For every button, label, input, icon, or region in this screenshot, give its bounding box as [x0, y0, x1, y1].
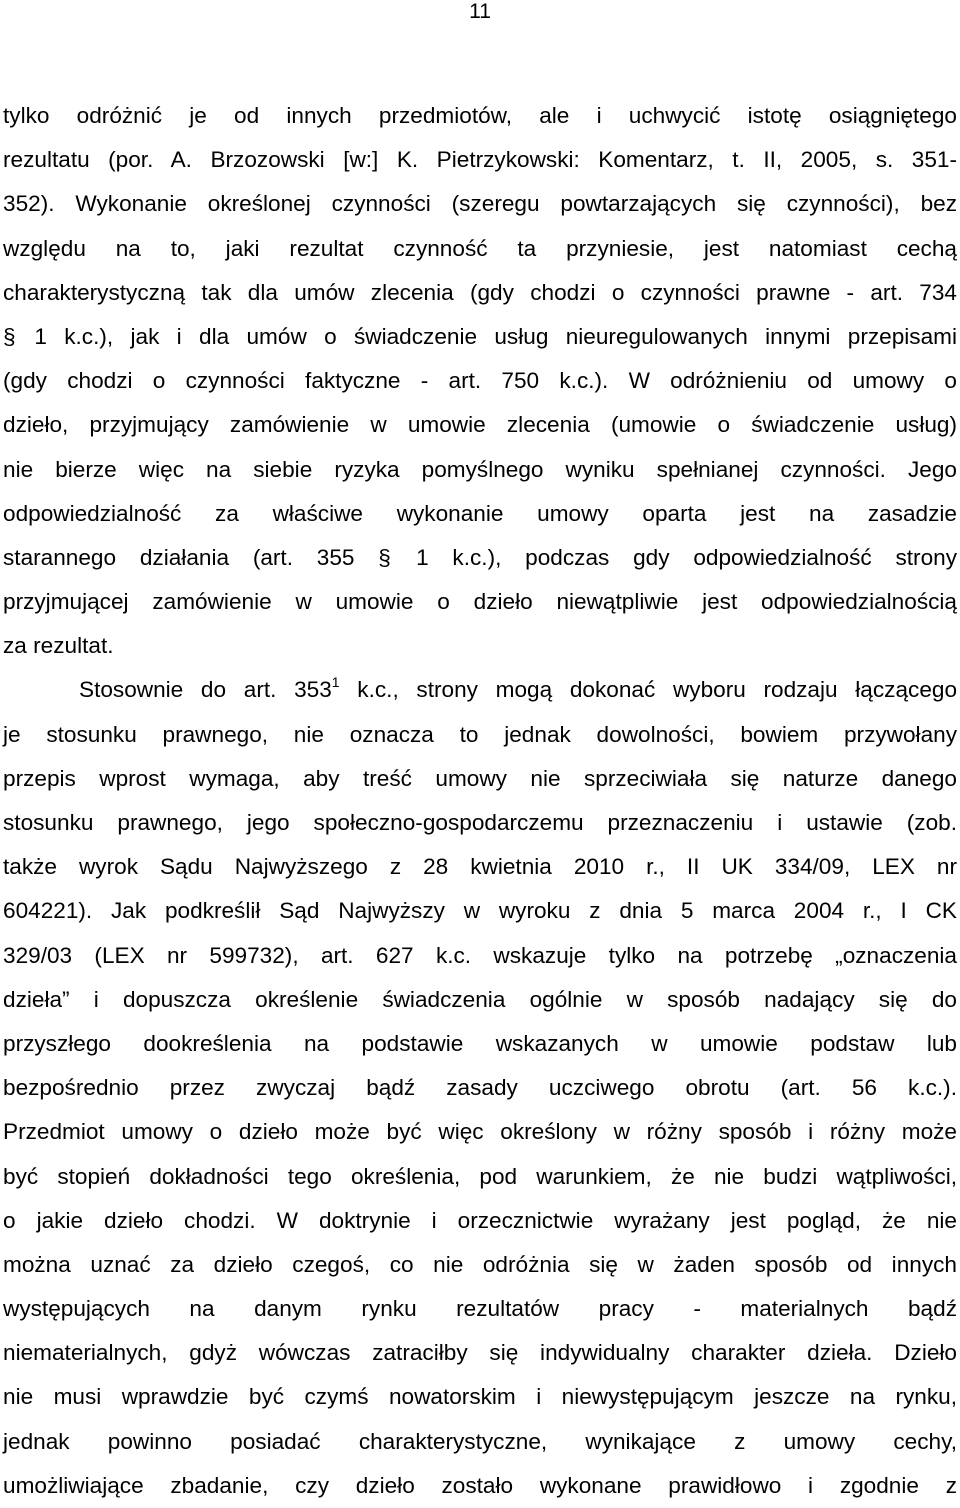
text-line: bezpośrednio przez zwyczaj bądź zasady uczciwego obrotu (art. 56 k.c.). [3, 1075, 957, 1101]
text-line: tylko odróżnić je od innych przedmiotów, ale i uchwycić istotę osiągniętego [3, 103, 957, 128]
text-line: dzieła” i dopuszcza określenie świadczenia ogólnie w sposób nadający się do [3, 986, 957, 1012]
text-line: przyszłego dookreślenia na podstawie wskazanych w umowie podstaw lub [3, 1030, 957, 1056]
text-line-part: 1 k.c.), jak i dla umów o świadczenie usług nieuregulowanych innymi przepisami [34, 323, 957, 349]
text-line-part: 1 k.c.), podczas gdy odpowiedzialność strony [416, 544, 958, 570]
text-line: także wyrok Sądu Najwyższego z 28 kwietnia 2010 r., II UK 334/09, LEX nr [3, 854, 957, 880]
text-line: charakterystyczną tak dla umów zlecenia (gdy chodzi o czynności prawne - art. 734 [3, 279, 957, 305]
text-line: dzieło, przyjmujący zamówienie w umowie zlecenia (umowie o świadczenie usług) [3, 412, 957, 438]
text-line: przepis wprost wymaga, aby treść umowy nie sprzeciwiała się naturze danego [3, 765, 957, 791]
text-line: występujących na danym rynku rezultatów pracy - materialnych bądź [3, 1296, 957, 1322]
text-line-part: k.c., strony mogą dokonać wyboru rodzaju łączącego [357, 677, 958, 703]
text-line: (gdy chodzi o czynności faktyczne - art. 750 k.c.). W odróżnieniu od umowy o [3, 368, 957, 394]
text-line: rezultatu (por. A. Brzozowski [w:] K. Pietrzykowski: Komentarz, t. II, 2005, s. 351- [3, 147, 957, 173]
text-line: jednak powinno posiadać charakterystyczne, wynikające z umowy cechy, [3, 1428, 957, 1454]
superscript: 1 [331, 673, 340, 690]
section-sign-icon: § [3, 323, 16, 349]
page-number: 11 [469, 0, 491, 23]
section-sign-icon: § [378, 544, 391, 570]
text-line: odpowiedzialność za właściwe wykonanie umowy oparta jest na zasadzie [3, 500, 957, 526]
text-line: być stopień dokładności tego określenia, pod warunkiem, że nie budzi wątpliwości, [3, 1163, 957, 1189]
text-line: względu na to, jaki rezultat czynność ta przyniesie, jest natomiast cechą [3, 235, 957, 261]
document-body [3, 94, 957, 1508]
text-line: 352). Wykonanie określonej czynności (szeregu powtarzających się czynności), bez [3, 191, 957, 217]
text-line: niematerialnych, gdyż wówczas zatraciłby się indywidualny charakter dzieła. Dzieło [3, 1340, 957, 1366]
text-line: Przedmiot umowy o dzieło może być więc określony w różny sposób i różny może [3, 1119, 957, 1145]
text-line-indented [3, 668, 957, 712]
text-line: umożliwiające zbadanie, czy dzieło zostało wykonane prawidłowo i zgodnie z [3, 1472, 957, 1498]
text-line: można uznać za dzieło czegoś, co nie odróżnia się w żaden sposób od innych [3, 1251, 957, 1277]
text-line: nie musi wprawdzie być czymś nowatorskim i niewystępującym jeszcze na rynku, [3, 1384, 957, 1410]
text-line: o jakie dzieło chodzi. W doktrynie i orzecznictwie wyrażany jest pogląd, że nie [3, 1207, 957, 1233]
text-line: je stosunku prawnego, nie oznacza to jednak dowolności, bowiem przywołany [3, 721, 957, 747]
text-line: nie bierze więc na siebie ryzyka pomyślnego wyniku spełnianej czynności. Jego [3, 456, 957, 482]
text-line: za rezultat. [3, 633, 114, 659]
text-line-with-section-sign [3, 536, 957, 580]
text-line-part: starannego działania (art. 355 [3, 544, 355, 570]
text-line: stosunku prawnego, jego społeczno-gospodarczemu przeznaczeniu i ustawie (zob. [3, 810, 957, 835]
text-line-with-section-sign [3, 315, 957, 359]
text-line: 329/03 (LEX nr 599732), art. 627 k.c. wskazuje tylko na potrzebę „oznaczenia [3, 942, 957, 968]
text-line-part: Stosownie do art. 353 [79, 677, 332, 703]
text-line: przyjmującej zamówienie w umowie o dzieło niewątpliwie jest odpowiedzialnością [3, 589, 957, 615]
text-line: 604221). Jak podkreślił Sąd Najwyższy w wyroku z dnia 5 marca 2004 r., I CK [3, 898, 957, 924]
